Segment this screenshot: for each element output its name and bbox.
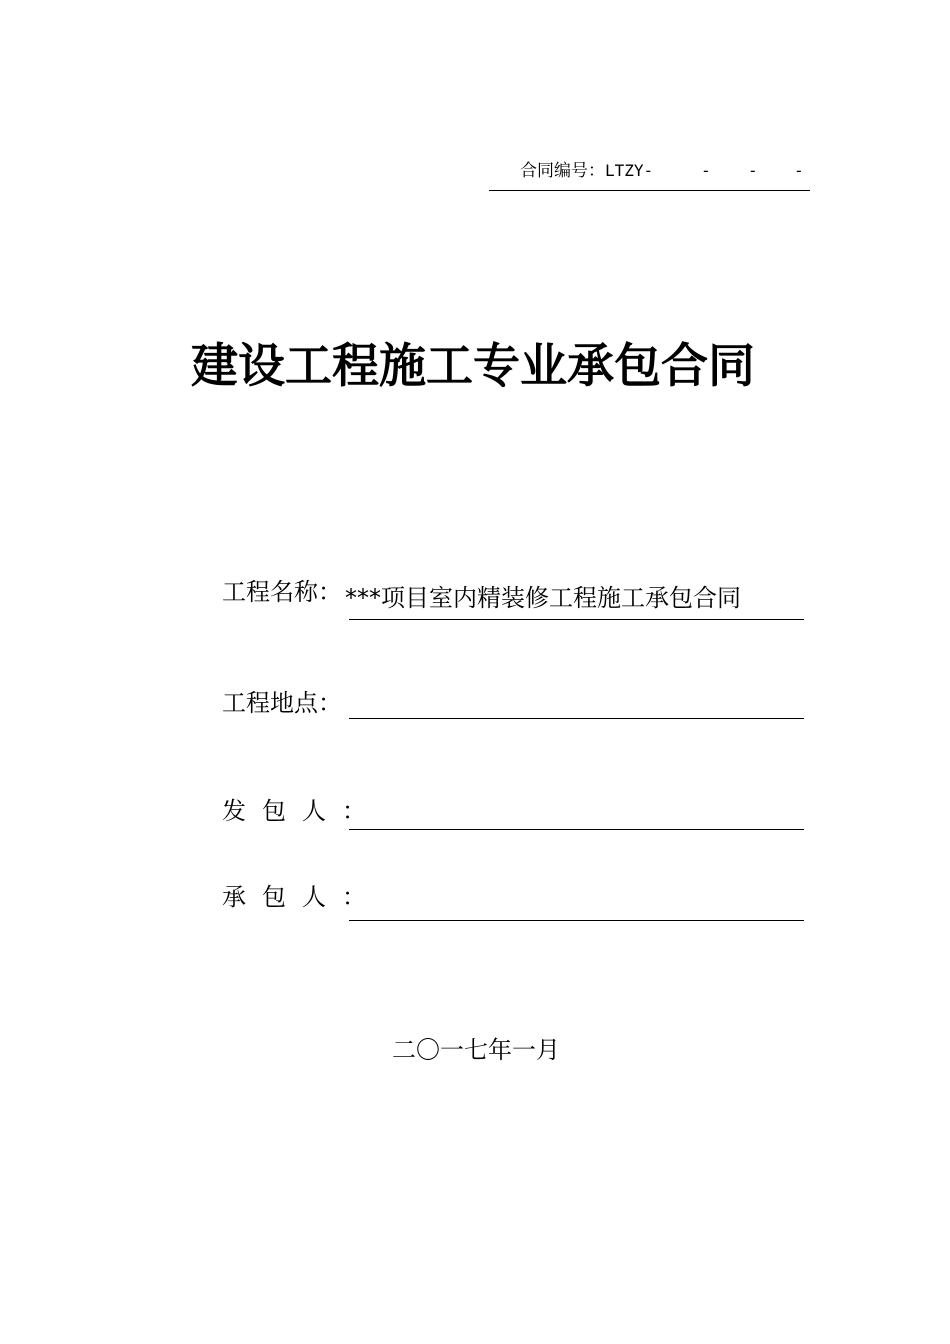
employer-field — [349, 795, 804, 830]
contractor-label-group — [222, 880, 366, 914]
contract-number-label-group — [520, 156, 653, 186]
contractor-label: 承包人 — [222, 883, 342, 911]
employer-label: 发包人 — [222, 797, 342, 825]
contract-date — [0, 1033, 950, 1067]
contract-number-label: 合同编号： — [520, 161, 605, 181]
contract-number-dash-2: - — [748, 161, 758, 180]
project-location-field — [349, 684, 804, 719]
project-name-value: ***项目室内精装修工程施工承包合同 — [345, 584, 741, 612]
contractor-field — [349, 886, 804, 921]
contract-date-text: 二〇一七年一月 — [392, 1036, 560, 1064]
contract-number-prefix: LTZY- — [605, 161, 654, 180]
contract-number-field — [489, 156, 810, 191]
contractor-colon: ： — [342, 883, 366, 911]
document-title-text: 建设工程施工专业承包合同 — [191, 339, 755, 394]
project-location-label: 工程地点： — [222, 689, 342, 717]
contract-number-dash-1: - — [701, 161, 711, 180]
employer-colon: ： — [342, 797, 366, 825]
document-title — [0, 337, 950, 397]
employer-label-group — [222, 794, 366, 828]
contract-number-dash-3: - — [794, 161, 804, 180]
project-name-field — [345, 584, 804, 620]
project-name-label: 工程名称： — [222, 578, 342, 606]
